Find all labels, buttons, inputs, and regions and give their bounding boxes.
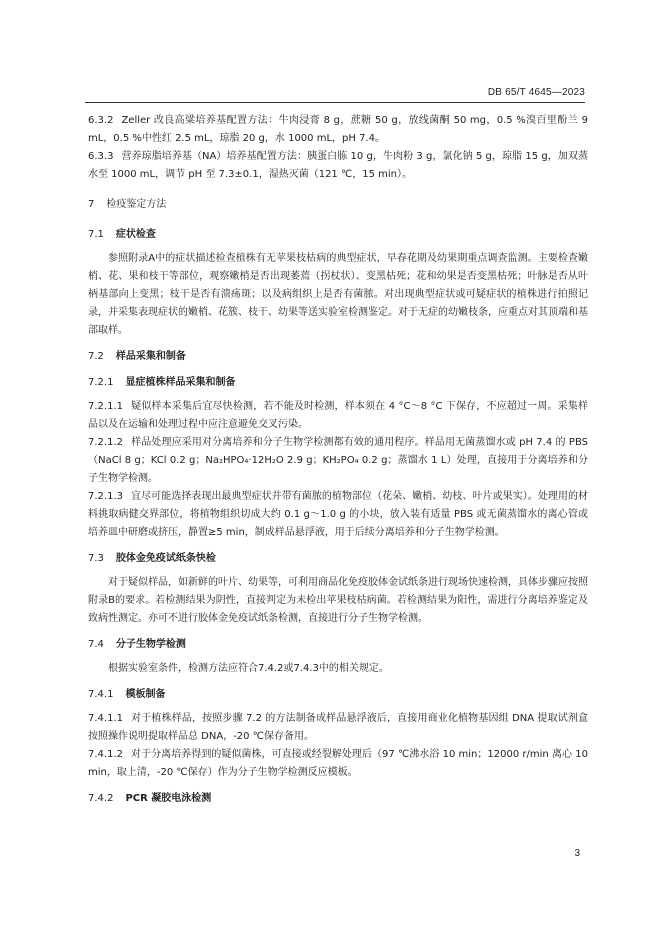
clause-text: 对于分离培养得到的疑似菌株，可直接或经裂解处理后（97 ℃沸水浴 10 min；12000 r/min 离心 10 min，取上清，-20 ℃保存）作为分子生物学检测反应模板。 (88, 749, 588, 778)
section-title: PCR 凝胶电泳检测 (125, 793, 212, 804)
document-code: DB 65/T 4645—2023 (487, 87, 585, 98)
section-number: 7.4 (88, 639, 104, 650)
section-7-1-heading (88, 226, 588, 244)
clause-number: 7.2.1.3 (88, 491, 123, 502)
section-title: 模板制备 (125, 689, 166, 700)
clause-text: 对于植株样品，按照步骤 7.2 的方法制备成样品悬浮液后，直接用商业化植物基因组 DNA 提取试剂盒按照操作说明提取样品总 DNA，-20 ℃保存备用。 (88, 713, 588, 742)
section-title: 检疫鉴定方法 (106, 199, 167, 210)
clause-text: 样品处理应采用对分离培养和分子生物学检测都有效的通用程序。样品用无菌蒸馏水或 pH 7.4 的 PBS（NaCl 8 g；KCl 0.2 g；Na₂HPO₄·12H₂O 2.9 g；KH₂PO₄ 0.2 g；蒸馏水 1 L）处理，直接用于分离培养和分子生物学检测。 (88, 437, 588, 484)
clause-number: 7.2.1.1 (88, 401, 123, 412)
section-number: 7.4.1 (88, 689, 114, 700)
section-7-4-heading (88, 636, 588, 654)
section-number: 7 (88, 199, 95, 210)
section-7-4-2-heading (88, 790, 588, 808)
section-number: 7.2.1 (88, 377, 114, 388)
clause-7-4-1-1 (88, 710, 588, 746)
clause-6-3-2 (88, 112, 588, 148)
section-7-2-1-heading (88, 374, 588, 392)
page-number: 3 (574, 848, 580, 859)
section-number: 7.3 (88, 553, 104, 564)
section-7-4-text: 根据实验室条件，检测方法应符合7.4.2或7.4.3中的相关规定。 (108, 663, 389, 674)
section-number: 7.4.2 (88, 793, 114, 804)
section-7-4-1-heading (88, 686, 588, 704)
section-7-1-text: 参照附录A中的症状描述检查植株有无苹果枝枯病的典型症状，早春花期及幼果期重点调查监测。主要检查嫩梢、花、果和枝干等部位，观察嫩梢是否出现萎蔫（拐杖状）、变黑枯死；花和幼果是否变黑枯死；叶脉是否从叶柄基部向上变黑；枝干是否有溃疡斑；以及病组织上是否有菌脓。对出现典型症状或可疑症状的植株进行拍照记录，并采集表现症状的嫩梢、花簇、枝干、幼果等送实验室检测鉴定。对于无症的幼嫩枝条，应重点对其顶端和基部取样。 (88, 253, 588, 336)
clause-6-3-3 (88, 148, 588, 184)
clause-7-4-1-2 (88, 746, 588, 782)
clause-text: 营养琼脂培养基（NA）培养基配置方法：胰蛋白胨 10 g，牛肉粉 3 g，氯化钠 5 g，琼脂 15 g，加双蒸水至 1000 mL，调节 pH 至 7.3±0.1，湿热灭菌（121 ℃，15 min）。 (88, 151, 588, 180)
section-title: 胶体金免疫试纸条快检 (115, 553, 216, 564)
document-body (88, 112, 588, 808)
section-7-3-text: 对于疑似样品，如新鲜的叶片、幼果等，可利用商品化免疫胶体金试纸条进行现场快速检测，具体步骤应按照附录B的要求。若检测结果为阴性，直接判定为未检出苹果枝枯病菌。若检测结果为阳性，需进行分离培养鉴定及致病性测定。亦可不进行胶体金免疫试纸条检测，直接进行分子生物学检测。 (88, 577, 588, 624)
clause-number: 6.3.2 (88, 115, 114, 126)
clause-7-2-1-2 (88, 434, 588, 488)
clause-7-2-1-1 (88, 398, 588, 434)
section-7-3-heading (88, 550, 588, 568)
clause-text: 宜尽可能选择表现出最典型症状并带有菌脓的植物部位（花朵、嫩梢、幼枝、叶片或果实）。处理用的材料挑取病健交界部位，将植物组织切成大约 0.1 g～1.0 g 的小块，放入装有适量 PBS 或无菌蒸馏水的离心管或培养皿中研磨或挤压，静置≥5 min，制成样品悬浮液，用于后续分离培养和分子生物学检测。 (88, 491, 588, 538)
section-title: 样品采集和制备 (115, 351, 186, 362)
header-rule (85, 102, 585, 103)
section-title: 症状检查 (115, 229, 156, 240)
clause-text: 疑似样本采集后宜尽快检测，若不能及时检测，样本须在 4 °C～8 °C 下保存，不应超过一周。采集样品以及在运输和处理过程中应注意避免交叉污染。 (88, 401, 588, 430)
clause-7-2-1-3 (88, 488, 588, 542)
clause-number: 7.4.1.1 (88, 713, 123, 724)
clause-number: 6.3.3 (88, 151, 114, 162)
clause-number: 7.2.1.2 (88, 437, 123, 448)
section-7-2-heading (88, 348, 588, 366)
section-number: 7.2 (88, 351, 104, 362)
section-number: 7.1 (88, 229, 104, 240)
clause-number: 7.4.1.2 (88, 749, 123, 760)
section-title: 分子生物学检测 (115, 639, 186, 650)
section-7-heading (88, 196, 588, 214)
section-title: 显症植株样品采集和制备 (125, 377, 236, 388)
clause-text: Zeller 改良高粱培养基配置方法：牛肉浸膏 8 g，蔗糖 50 g，放线菌酮 50 mg，0.5 %溴百里酚兰 9 mL，0.5 %中性红 2.5 mL，琼脂 20 g，水 1000 mL，pH 7.4。 (88, 115, 588, 144)
